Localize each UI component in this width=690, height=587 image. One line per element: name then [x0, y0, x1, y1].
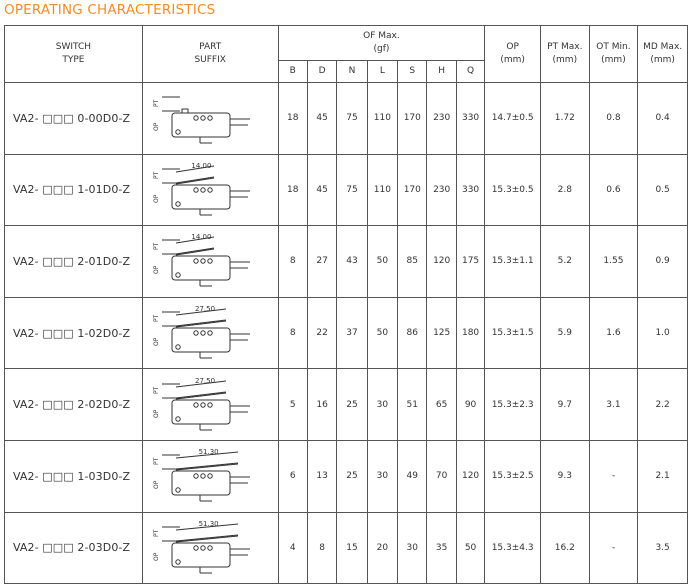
pt-label: PT — [153, 386, 161, 394]
switch-type-cell: VA2- □□□ 1-01D0-Z — [5, 154, 143, 226]
header-part-suffix-line1: PART — [199, 42, 222, 52]
part-suffix-diagram-cell — [142, 369, 278, 441]
of-value-cell: 90 — [456, 369, 484, 441]
ot-value-cell: 1.55 — [589, 226, 638, 298]
pt-label: PT — [153, 100, 161, 108]
part-suffix-diagram-cell — [142, 154, 278, 226]
header-of-max-line2: (gf) — [373, 44, 390, 54]
switch-type-cell: VA2- □□□ 2-02D0-Z — [5, 369, 143, 441]
table-row — [5, 154, 688, 226]
of-value-cell: 120 — [427, 226, 456, 298]
pt-value-cell: 9.7 — [541, 369, 590, 441]
switch-type-cell: VA2- □□□ 2-01D0-Z — [5, 226, 143, 298]
header-md-line1: MD Max. — [643, 42, 683, 52]
header-of-col: S — [398, 61, 427, 83]
header-of-col: H — [427, 61, 456, 83]
lever-length-label: 27.50 — [195, 305, 216, 314]
op-label: OP — [153, 337, 161, 347]
op-value-cell: 14.7±0.5 — [485, 83, 541, 155]
lever-length-label: 51.30 — [198, 448, 219, 457]
switch-type-cell: VA2- □□□ 0-00D0-Z — [5, 83, 143, 155]
of-value-cell: 27 — [307, 226, 336, 298]
operating-characteristics-table — [4, 25, 688, 584]
op-value-cell: 15.3±1.1 — [485, 226, 541, 298]
ot-value-cell: 0.6 — [589, 154, 638, 226]
header-pt-line2: (mm) — [552, 55, 578, 65]
of-value-cell: 85 — [398, 226, 427, 298]
of-value-cell: 6 — [278, 440, 307, 512]
of-value-cell: 110 — [367, 154, 397, 226]
of-value-cell: 180 — [456, 297, 484, 369]
of-value-cell: 5 — [278, 369, 307, 441]
table-row — [5, 297, 688, 369]
lever-length-label: 14.00 — [191, 161, 212, 170]
ot-value-cell: 3.1 — [589, 369, 638, 441]
lever-length-label: 27.50 — [195, 376, 216, 385]
op-label: OP — [153, 194, 161, 203]
header-of-col: L — [367, 61, 397, 83]
pt-label: PT — [153, 457, 161, 466]
switch-diagram-icon — [150, 302, 270, 364]
of-value-cell: 75 — [337, 154, 367, 226]
pt-label: PT — [153, 529, 161, 537]
header-of-col: D — [307, 61, 336, 83]
lever-length-label: 14.00 — [191, 233, 212, 242]
op-label: OP — [153, 480, 161, 490]
switch-diagram-icon — [150, 517, 270, 579]
table-row — [5, 83, 688, 155]
ot-value-cell: 1.6 — [589, 297, 638, 369]
header-op-line1: OP — [506, 42, 519, 52]
header-ot-min — [589, 26, 638, 83]
of-value-cell: 50 — [367, 297, 397, 369]
of-value-cell: 330 — [456, 83, 484, 155]
of-value-cell: 175 — [456, 226, 484, 298]
of-value-cell: 70 — [427, 440, 456, 512]
of-value-cell: 65 — [427, 369, 456, 441]
lever-length-label: 51.30 — [198, 519, 219, 528]
of-value-cell: 170 — [398, 83, 427, 155]
op-label: OP — [153, 552, 161, 561]
header-md-line2: (mm) — [650, 55, 675, 65]
pt-value-cell: 5.2 — [541, 226, 590, 298]
op-value-cell: 15.3±0.5 — [485, 154, 541, 226]
of-value-cell: 8 — [278, 297, 307, 369]
switch-type-cell: VA2- □□□ 1-02D0-Z — [5, 297, 143, 369]
op-value-cell: 15.3±2.5 — [485, 440, 541, 512]
part-suffix-diagram-cell — [142, 226, 278, 298]
of-value-cell: 25 — [337, 369, 367, 441]
md-value-cell: 0.4 — [638, 83, 688, 155]
of-value-cell: 170 — [398, 154, 427, 226]
page-title: OPERATING CHARACTERISTICS — [4, 2, 216, 18]
part-suffix-diagram-cell — [142, 83, 278, 155]
of-value-cell: 18 — [278, 83, 307, 155]
switch-diagram-icon — [150, 87, 270, 149]
table-row — [5, 369, 688, 441]
op-value-cell: 15.3±1.5 — [485, 297, 541, 369]
md-value-cell: 2.1 — [638, 440, 688, 512]
switch-diagram-icon — [150, 230, 270, 292]
pt-value-cell: 5.9 — [541, 297, 590, 369]
of-value-cell: 35 — [427, 512, 456, 584]
op-label: OP — [153, 122, 161, 132]
table-row — [5, 512, 688, 584]
of-value-cell: 37 — [337, 297, 367, 369]
of-value-cell: 110 — [367, 83, 397, 155]
of-value-cell: 51 — [398, 369, 427, 441]
ot-value-cell: - — [589, 440, 638, 512]
of-value-cell: 45 — [307, 154, 336, 226]
pt-value-cell: 1.72 — [541, 83, 590, 155]
header-pt-max — [541, 26, 590, 83]
pt-label: PT — [153, 314, 161, 323]
header-ot-line2: (mm) — [601, 55, 626, 65]
part-suffix-diagram-cell — [142, 512, 278, 584]
header-switch-type-line2: TYPE — [62, 55, 85, 65]
header-switch-type-line1: SWITCH — [55, 42, 92, 52]
part-suffix-diagram-cell — [142, 440, 278, 512]
of-value-cell: 230 — [427, 83, 456, 155]
switch-diagram-icon — [150, 374, 270, 436]
switch-type-cell: VA2- □□□ 2-03D0-Z — [5, 512, 143, 584]
of-value-cell: 20 — [367, 512, 397, 584]
of-value-cell: 30 — [367, 369, 397, 441]
of-value-cell: 45 — [307, 83, 336, 155]
pt-label: PT — [153, 243, 161, 251]
header-part-suffix-line2: SUFFIX — [194, 55, 226, 65]
switch-diagram-icon — [150, 445, 270, 507]
table-row — [5, 440, 688, 512]
header-part-suffix — [142, 26, 278, 83]
pt-label: PT — [153, 171, 161, 179]
of-value-cell: 30 — [398, 512, 427, 584]
of-value-cell: 22 — [307, 297, 336, 369]
of-value-cell: 25 — [337, 440, 367, 512]
of-value-cell: 50 — [456, 512, 484, 584]
header-of-max-line1: OF Max. — [363, 31, 400, 41]
of-value-cell: 15 — [337, 512, 367, 584]
of-value-cell: 75 — [337, 83, 367, 155]
pt-value-cell: 2.8 — [541, 154, 590, 226]
op-value-cell: 15.3±4.3 — [485, 512, 541, 584]
of-value-cell: 86 — [398, 297, 427, 369]
md-value-cell: 0.9 — [638, 226, 688, 298]
header-of-col: N — [337, 61, 367, 83]
md-value-cell: 3.5 — [638, 512, 688, 584]
of-value-cell: 8 — [278, 226, 307, 298]
header-of-col: Q — [456, 61, 484, 83]
of-value-cell: 230 — [427, 154, 456, 226]
header-md-max — [638, 26, 688, 83]
table-row — [5, 226, 688, 298]
pt-value-cell: 9.3 — [541, 440, 590, 512]
md-value-cell: 0.5 — [638, 154, 688, 226]
header-switch-type — [5, 26, 143, 83]
of-value-cell: 8 — [307, 512, 336, 584]
pt-value-cell: 16.2 — [541, 512, 590, 584]
op-label: OP — [153, 409, 161, 418]
of-value-cell: 49 — [398, 440, 427, 512]
md-value-cell: 1.0 — [638, 297, 688, 369]
header-of-col: B — [278, 61, 307, 83]
of-value-cell: 4 — [278, 512, 307, 584]
of-value-cell: 120 — [456, 440, 484, 512]
header-op — [485, 26, 541, 83]
header-ot-line1: OT Min. — [596, 42, 631, 52]
header-of-max — [278, 26, 485, 61]
of-value-cell: 50 — [367, 226, 397, 298]
of-value-cell: 18 — [278, 154, 307, 226]
md-value-cell: 2.2 — [638, 369, 688, 441]
ot-value-cell: 0.8 — [589, 83, 638, 155]
op-label: OP — [153, 266, 161, 275]
switch-diagram-icon — [150, 159, 270, 221]
header-op-line2: (mm) — [500, 55, 525, 65]
of-value-cell: 16 — [307, 369, 336, 441]
of-value-cell: 30 — [367, 440, 397, 512]
header-pt-line1: PT Max. — [547, 42, 583, 52]
switch-type-cell: VA2- □□□ 1-03D0-Z — [5, 440, 143, 512]
of-value-cell: 330 — [456, 154, 484, 226]
of-value-cell: 43 — [337, 226, 367, 298]
part-suffix-diagram-cell — [142, 297, 278, 369]
of-value-cell: 13 — [307, 440, 336, 512]
ot-value-cell: - — [589, 512, 638, 584]
of-value-cell: 125 — [427, 297, 456, 369]
op-value-cell: 15.3±2.3 — [485, 369, 541, 441]
